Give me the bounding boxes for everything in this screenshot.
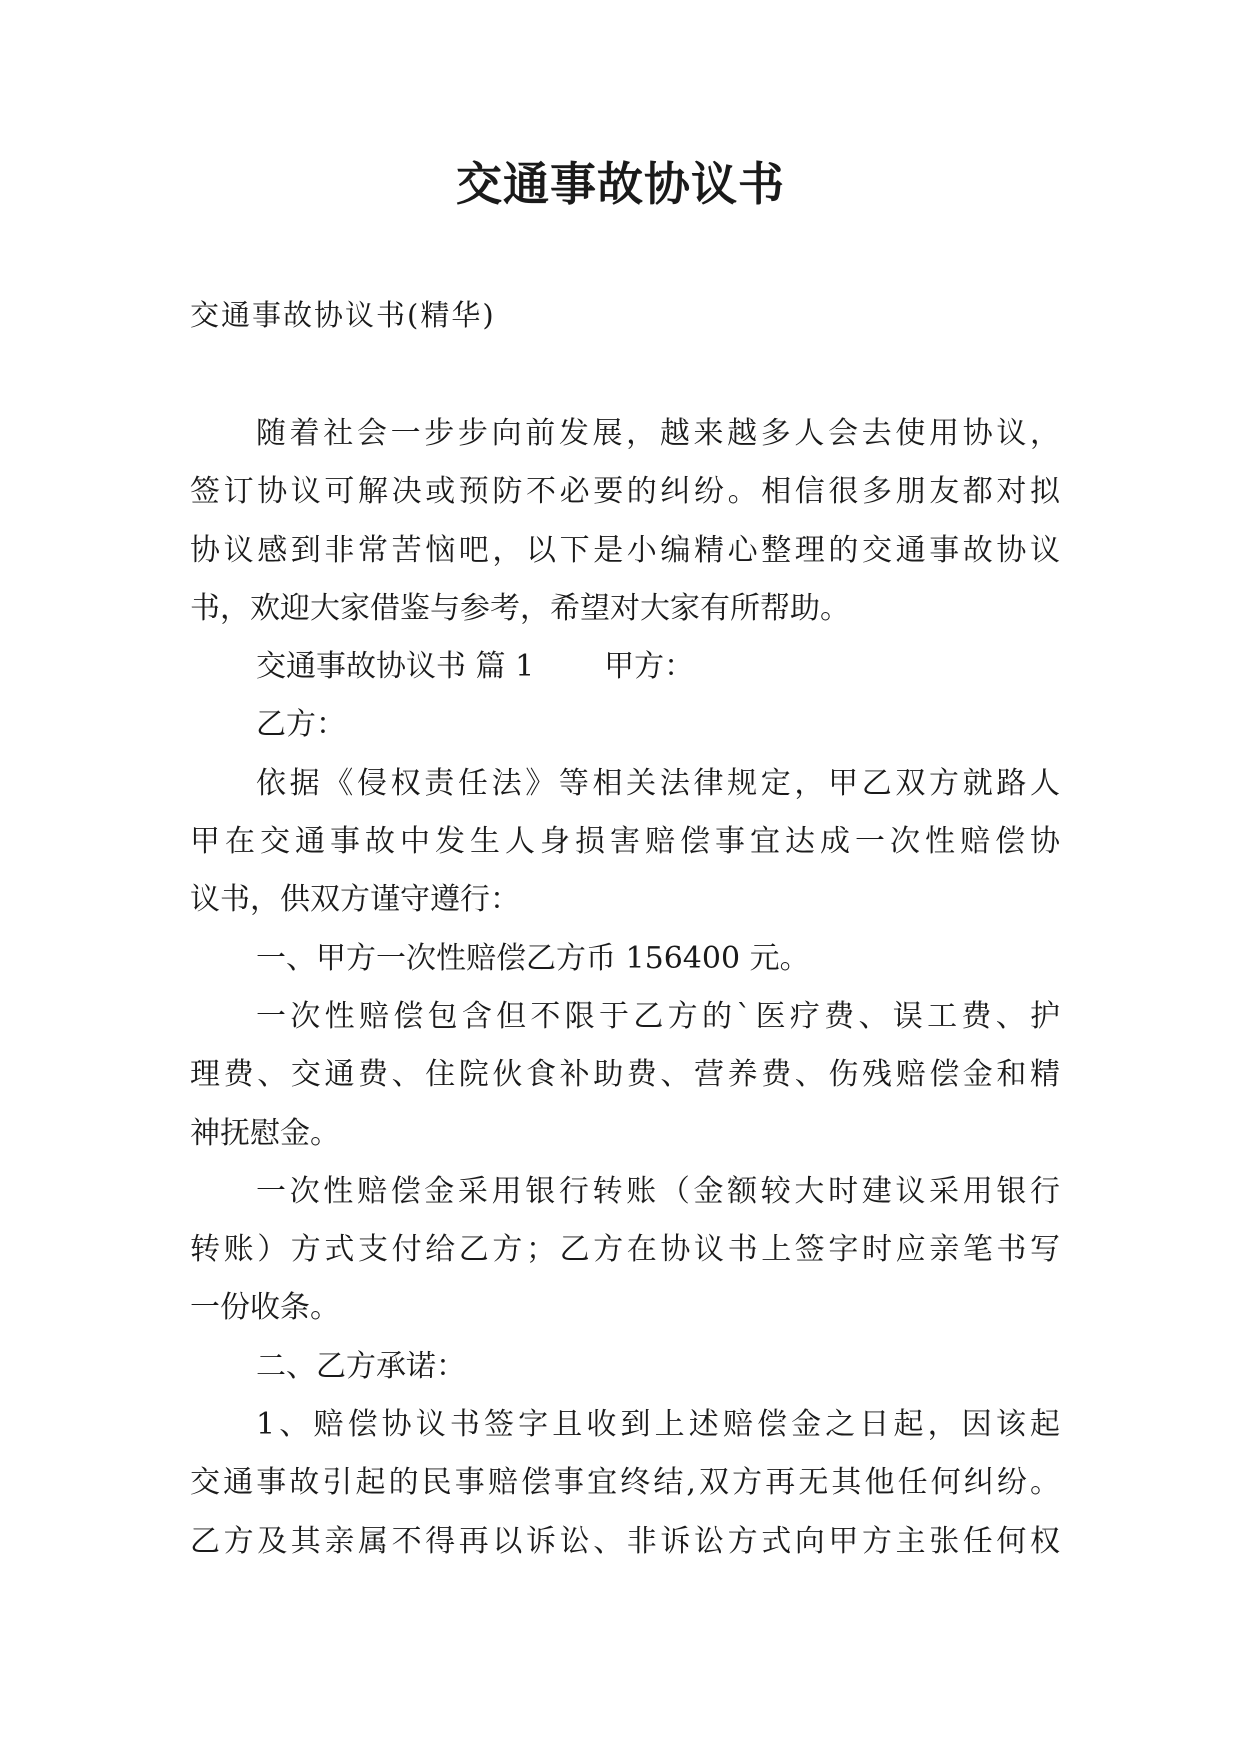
paragraph-line: 协议感到非常苦恼吧，以下是小编精心整理的交通事故协议	[190, 532, 1060, 568]
paragraph-line: 签订协议可解决或预防不必要的纠纷。相信很多朋友都对拟	[190, 474, 1060, 510]
paragraph-line: 书，欢迎大家借鉴与参考，希望对大家有所帮助。	[190, 590, 850, 626]
paragraph-line: 一次性赔偿包含但不限于乙方的`医疗费、误工费、护	[256, 998, 1060, 1034]
paragraph-line: 议书，供双方谨守遵行：	[190, 882, 520, 918]
section-heading-line	[190, 638, 1060, 696]
paragraph-line: 神抚慰金。	[190, 1115, 340, 1151]
party-a-label: 甲方：	[604, 649, 695, 685]
paragraph-line: 理费、交通费、住院伙食补助费、营养费、伤残赔偿金和精	[190, 1057, 1060, 1093]
paragraph-line: 一次性赔偿金采用银行转账（金额较大时建议采用银行	[256, 1173, 1060, 1209]
document-body	[190, 405, 1060, 1571]
paragraph-line: 一份收条。	[190, 1290, 340, 1326]
party-b-label: 乙方：	[256, 707, 346, 743]
paragraph-line: 甲在交通事故中发生人身损害赔偿事宜达成一次性赔偿协	[190, 824, 1060, 860]
paragraph-line: 依据《侵权责任法》等相关法律规定，甲乙双方就路人	[256, 765, 1060, 801]
paragraph-line: 1、赔偿协议书签字且收到上述赔偿金之日起，因该起	[256, 1407, 1060, 1443]
paragraph-line: 随着社会一步步向前发展，越来越多人会去使用协议，	[256, 416, 1060, 451]
section-heading: 交通事故协议书 篇 1	[256, 649, 535, 685]
clause-line: 一、甲方一次性赔偿乙方币 156400 元。	[256, 940, 810, 976]
paragraph-line: 交通事故引起的民事赔偿事宜终结,双方再无其他任何纠纷。	[190, 1465, 1060, 1501]
paragraph-line: 乙方及其亲属不得再以诉讼、非诉讼方式向甲方主张任何权	[190, 1523, 1060, 1559]
paragraph-line: 转账）方式支付给乙方；乙方在协议书上签字时应亲笔书写	[190, 1232, 1060, 1268]
document-title: 交通事故协议书	[456, 157, 785, 211]
document-subtitle: 交通事故协议书(精华)	[190, 298, 496, 332]
clause-line: 二、乙方承诺：	[256, 1348, 466, 1384]
